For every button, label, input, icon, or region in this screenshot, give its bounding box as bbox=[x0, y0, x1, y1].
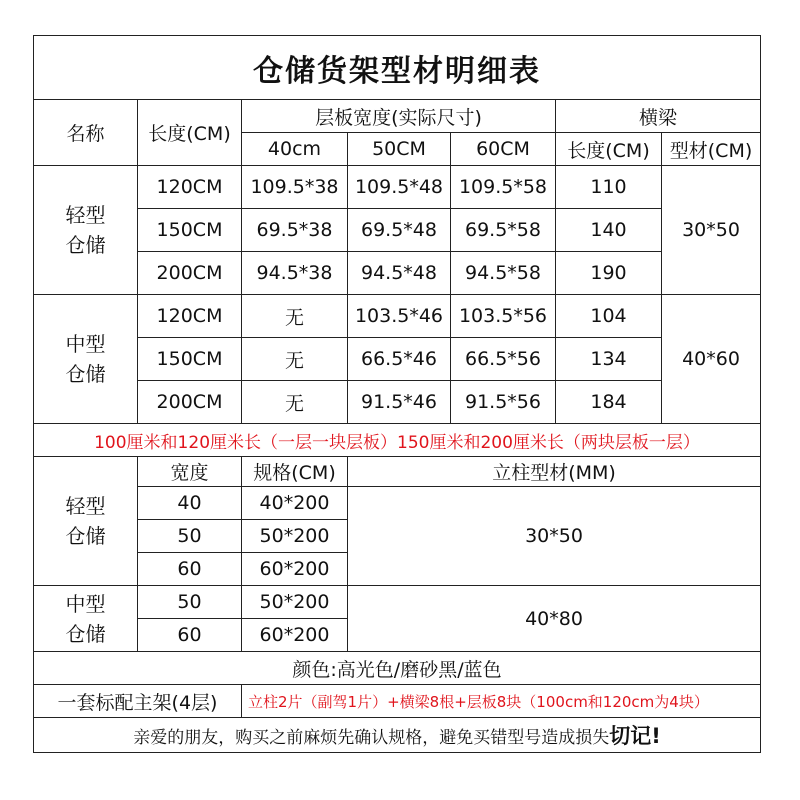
upright-width-cell: 40 bbox=[138, 487, 242, 520]
shelf-50-cell: 91.5*46 bbox=[348, 381, 451, 424]
upright-header-profile: 立柱型材(MM) bbox=[348, 457, 761, 487]
upright-spec-cell: 60*200 bbox=[242, 553, 348, 586]
page-title: 仓储货架型材明细表 bbox=[34, 36, 761, 100]
header-beam-length: 长度(CM) bbox=[556, 133, 662, 166]
header-beam: 横梁 bbox=[556, 100, 761, 133]
table-row bbox=[34, 487, 761, 520]
upright-light-line2: 仓储 bbox=[65, 524, 106, 548]
color-options: 颜色:高光色/磨砂黑/蓝色 bbox=[34, 652, 761, 685]
upright-spec-cell: 60*200 bbox=[242, 619, 348, 652]
upright-spec-cell: 50*200 bbox=[242, 520, 348, 553]
purchase-reminder bbox=[34, 718, 761, 753]
shelf-40-cell: 无 bbox=[242, 295, 348, 338]
shelf-60-cell: 69.5*58 bbox=[451, 209, 556, 252]
shelf-50-cell: 103.5*46 bbox=[348, 295, 451, 338]
header-width-40: 40cm bbox=[242, 133, 348, 166]
shelf-40-cell: 无 bbox=[242, 338, 348, 381]
upright-light-line1: 轻型 bbox=[65, 494, 106, 518]
header-width-60: 60CM bbox=[451, 133, 556, 166]
upright-medium-profile: 40*80 bbox=[348, 586, 761, 652]
spec-table bbox=[33, 35, 761, 753]
shelf-40-cell: 无 bbox=[242, 381, 348, 424]
shelf-50-cell: 69.5*48 bbox=[348, 209, 451, 252]
shelf-40-cell: 94.5*38 bbox=[242, 252, 348, 295]
table-row bbox=[34, 381, 761, 424]
medium-beam-profile: 40*60 bbox=[662, 295, 761, 424]
shelf-60-cell: 94.5*58 bbox=[451, 252, 556, 295]
upright-header-spec: 规格(CM) bbox=[242, 457, 348, 487]
shelf-60-cell: 66.5*56 bbox=[451, 338, 556, 381]
length-cell: 200CM bbox=[138, 381, 242, 424]
header-length: 长度(CM) bbox=[138, 100, 242, 166]
medium-label-line1: 中型 bbox=[65, 332, 106, 356]
shelf-60-cell: 91.5*56 bbox=[451, 381, 556, 424]
upright-medium-label bbox=[34, 586, 138, 652]
table-row bbox=[34, 295, 761, 338]
header-beam-profile: 型材(CM) bbox=[662, 133, 761, 166]
light-label-line2: 仓储 bbox=[65, 233, 106, 257]
length-cell: 120CM bbox=[138, 295, 242, 338]
shelf-count-note: 100厘米和120厘米长（一层一块层板）150厘米和200厘米长（两块层板一层） bbox=[34, 424, 761, 457]
reminder-emphasis: 切记! bbox=[609, 724, 661, 748]
length-cell: 150CM bbox=[138, 209, 242, 252]
shelf-50-cell: 94.5*48 bbox=[348, 252, 451, 295]
upright-header-width: 宽度 bbox=[138, 457, 242, 487]
beam-length-cell: 184 bbox=[556, 381, 662, 424]
shelf-40-cell: 109.5*38 bbox=[242, 166, 348, 209]
upright-light-profile: 30*50 bbox=[348, 487, 761, 586]
standard-config-label: 一套标配主架(4层) bbox=[34, 685, 242, 718]
upright-width-cell: 60 bbox=[138, 553, 242, 586]
spec-sheet bbox=[33, 35, 760, 765]
length-cell: 150CM bbox=[138, 338, 242, 381]
length-cell: 200CM bbox=[138, 252, 242, 295]
shelf-60-cell: 109.5*58 bbox=[451, 166, 556, 209]
medium-label-line2: 仓储 bbox=[65, 362, 106, 386]
header-shelf-width: 层板宽度(实际尺寸) bbox=[242, 100, 556, 133]
table-row bbox=[34, 252, 761, 295]
beam-length-cell: 190 bbox=[556, 252, 662, 295]
table-row bbox=[34, 338, 761, 381]
reminder-text: 亲爱的朋友，购买之前麻烦先确认规格，避免买错型号造成损失 bbox=[133, 728, 610, 748]
shelf-60-cell: 103.5*56 bbox=[451, 295, 556, 338]
upright-width-cell: 50 bbox=[138, 586, 242, 619]
light-label-line1: 轻型 bbox=[65, 203, 106, 227]
shelf-50-cell: 66.5*46 bbox=[348, 338, 451, 381]
upright-spec-cell: 50*200 bbox=[242, 586, 348, 619]
upright-width-cell: 60 bbox=[138, 619, 242, 652]
light-storage-label bbox=[34, 166, 138, 295]
beam-length-cell: 110 bbox=[556, 166, 662, 209]
beam-length-cell: 134 bbox=[556, 338, 662, 381]
standard-config-value: 立柱2片（副驾1片）+横梁8根+层板8块（100cm和120cm为4块） bbox=[242, 685, 761, 718]
shelf-40-cell: 69.5*38 bbox=[242, 209, 348, 252]
upright-spec-cell: 40*200 bbox=[242, 487, 348, 520]
upright-medium-line2: 仓储 bbox=[65, 621, 106, 646]
beam-length-cell: 104 bbox=[556, 295, 662, 338]
shelf-50-cell: 109.5*48 bbox=[348, 166, 451, 209]
beam-length-cell: 140 bbox=[556, 209, 662, 252]
light-beam-profile: 30*50 bbox=[662, 166, 761, 295]
header-width-50: 50CM bbox=[348, 133, 451, 166]
upright-width-cell: 50 bbox=[138, 520, 242, 553]
medium-storage-label bbox=[34, 295, 138, 424]
upright-medium-line1: 中型 bbox=[65, 591, 106, 616]
table-row bbox=[34, 166, 761, 209]
upright-light-label bbox=[34, 457, 138, 586]
header-name: 名称 bbox=[34, 100, 138, 166]
table-row bbox=[34, 586, 761, 619]
table-row bbox=[34, 209, 761, 252]
length-cell: 120CM bbox=[138, 166, 242, 209]
